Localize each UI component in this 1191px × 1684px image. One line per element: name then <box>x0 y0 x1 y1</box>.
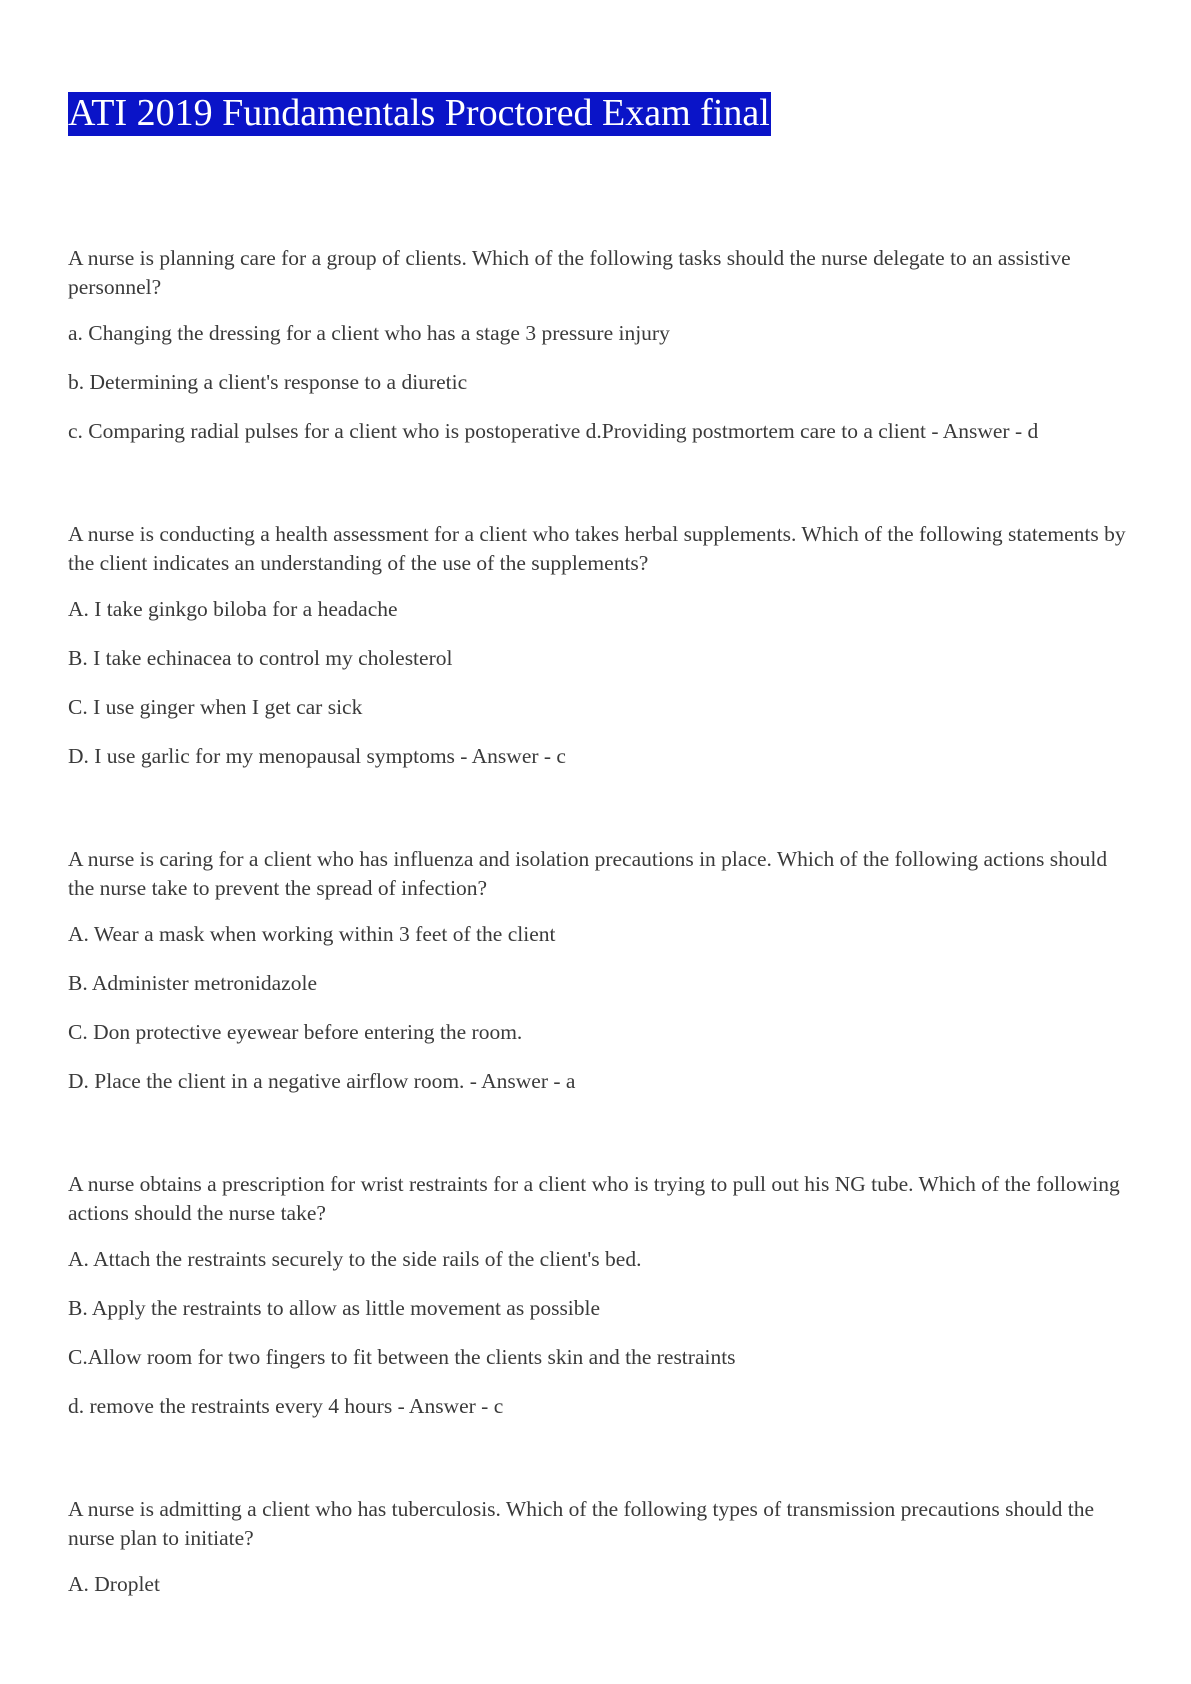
answer-option: A. Wear a mask when working within 3 feet of the client <box>68 922 556 946</box>
answer-option: B. Apply the restraints to allow as little movement as possible <box>68 1296 601 1320</box>
answer-option: D. I use garlic for my menopausal symptoms - Answer - c <box>68 744 566 768</box>
question-3 <box>68 845 1128 1096</box>
answer-option: C. I use ginger when I get car sick <box>68 695 363 719</box>
document-title <box>68 92 771 134</box>
question-5 <box>68 1495 1128 1599</box>
question-stem: A nurse is caring for a client who has influenza and isolation precautions in place. Which of the following actions should the nurse take to prevent the spread of infection? <box>68 847 1108 900</box>
answer-option: a. Changing the dressing for a client who has a stage 3 pressure injury <box>68 321 670 345</box>
answer-option: A. Droplet <box>68 1572 160 1596</box>
question-4 <box>68 1170 1128 1421</box>
answer-option: b. Determining a client's response to a diuretic <box>68 370 468 394</box>
answer-option: C.Allow room for two fingers to fit between the clients skin and the restraints <box>68 1345 736 1369</box>
question-stem: A nurse is conducting a health assessment for a client who takes herbal supplements. Which of the following statements by the client indicates an understanding of the use of the supplements? <box>68 522 1126 575</box>
answer-option: D. Place the client in a negative airflow room. - Answer - a <box>68 1069 576 1093</box>
question-stem: A nurse is admitting a client who has tuberculosis. Which of the following types of transmission precautions should the nurse plan to initiate? <box>68 1497 1095 1550</box>
answer-option: c. Comparing radial pulses for a client who is postoperative d.Providing postmortem care to a client - Answer - d <box>68 419 1039 443</box>
answer-option: d. remove the restraints every 4 hours - Answer - c <box>68 1394 504 1418</box>
question-list <box>68 244 1128 1673</box>
question-stem: A nurse obtains a prescription for wrist restraints for a client who is trying to pull out his NG tube. Which of the following actions should the nurse take? <box>68 1172 1120 1225</box>
question-1 <box>68 244 1128 446</box>
answer-option: B. Administer metronidazole <box>68 971 317 995</box>
answer-option: C. Don protective eyewear before entering the room. <box>68 1020 523 1044</box>
question-stem: A nurse is planning care for a group of clients. Which of the following tasks should the nurse delegate to an assistive personnel? <box>68 246 1071 299</box>
answer-option: B. I take echinacea to control my cholesterol <box>68 646 453 670</box>
answer-option: A. Attach the restraints securely to the side rails of the client's bed. <box>68 1247 642 1271</box>
answer-option: A. I take ginkgo biloba for a headache <box>68 597 398 621</box>
question-2 <box>68 520 1128 771</box>
document-title-text: ATI 2019 Fundamentals Proctored Exam final <box>68 92 770 134</box>
